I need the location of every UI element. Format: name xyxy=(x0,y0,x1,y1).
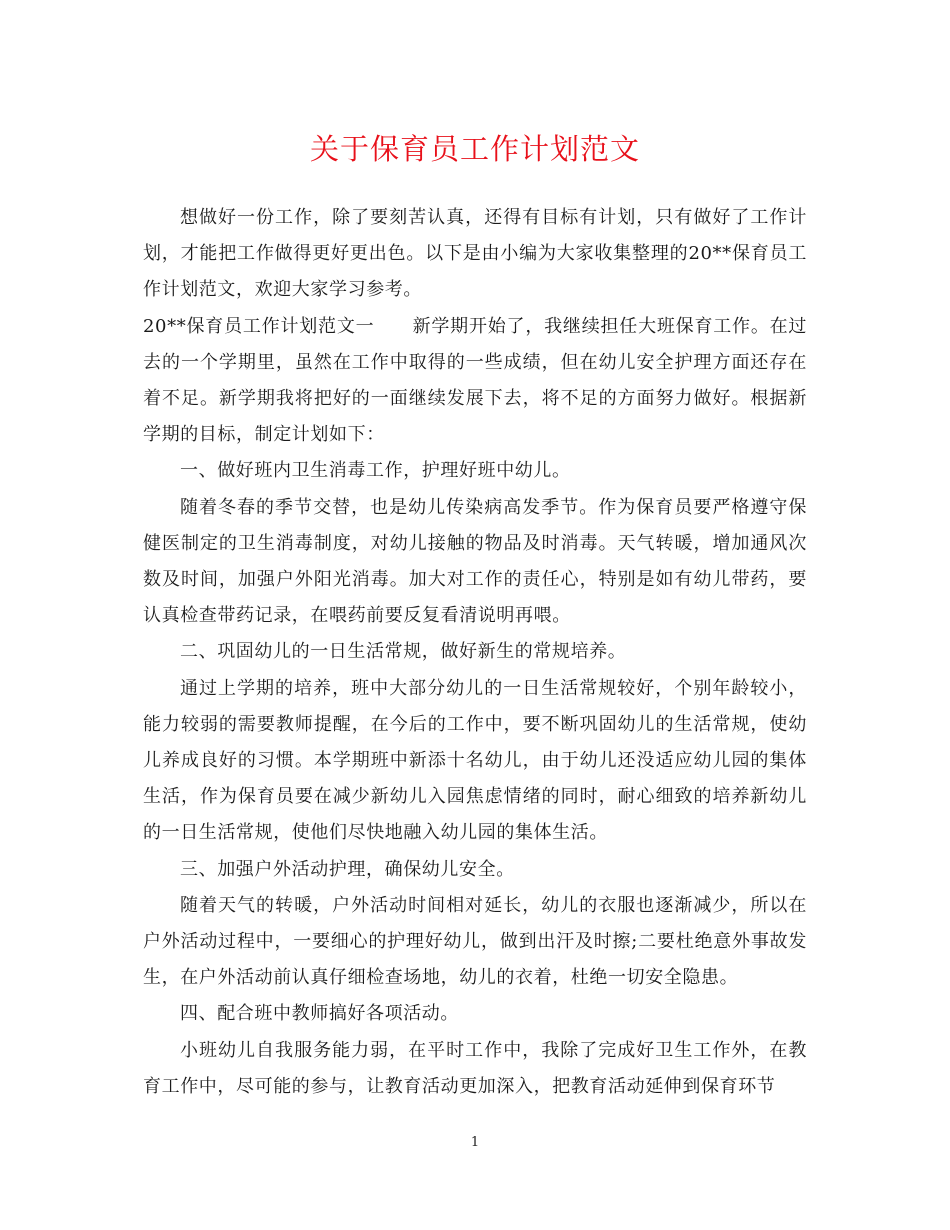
paragraph-two: 通过上学期的培养，班中大部分幼儿的一日生活常规较好，个别年龄较小，能力较弱的需要教师提醒，在今后的工作中，要不断巩固幼儿的生活常规，使幼儿养成良好的习惯。本学期班中新添十名幼儿，由于幼儿还没适应幼儿园的集体生活，作为保育员要在减少新幼儿入园焦虑情绪的同时，耐心细致的培养新幼儿的一日生活常规，使他们尽快地融入幼儿园的集体生活。 xyxy=(143,677,807,844)
paragraph-four: 小班幼儿自我服务能力弱，在平时工作中，我除了完成好卫生工作外，在教育工作中，尽可能的参与，让教育活动更加深入，把教育活动延伸到保育环节 xyxy=(143,1039,807,1097)
section-intro-paragraph xyxy=(143,309,807,454)
heading-four: 四、配合班中教师搞好各项活动。 xyxy=(180,1003,459,1025)
heading-three: 三、加强户外活动护理，确保幼儿安全。 xyxy=(180,858,515,880)
document-body xyxy=(143,200,807,1105)
paragraph-three: 随着天气的转暖，户外活动时间相对延长，幼儿的衣服也逐渐减少，所以在户外活动过程中，一要细心的护理好幼儿，做到出汗及时擦;二要杜绝意外事故发生，在户外活动前认真仔细检查场地，幼儿的衣着，杜绝一切安全隐患。 xyxy=(143,894,807,989)
page-number: 1 xyxy=(470,1135,480,1150)
paragraph-one: 随着冬春的季节交替，也是幼儿传染病高发季节。作为保育员要严格遵守保健医制定的卫生消毒制度，对幼儿接触的物品及时消毒。天气转暖，增加通风次数及时间，加强户外阳光消毒。加大对工作的责任心，特别是如有幼儿带药，要认真检查带药记录，在喂药前要反复看清说明再喂。 xyxy=(143,496,807,627)
section-label: 20**保育员工作计划范文一 xyxy=(143,315,375,337)
heading-one: 一、做好班内卫生消毒工作，护理好班中幼儿。 xyxy=(180,460,571,482)
document-title: 关于保育员工作计划范文 xyxy=(309,132,640,166)
heading-two: 二、巩固幼儿的一日生活常规，做好新生的常规培养。 xyxy=(180,641,627,663)
intro-paragraph: 想做好一份工作，除了要刻苦认真，还得有目标有计划，只有做好了工作计划，才能把工作做得更好更出色。以下是由小编为大家收集整理的20**保育员工作计划范文，欢迎大家学习参考。 xyxy=(143,207,807,301)
section-intro-text: 新学期开始了，我继续担任大班保育工作。在过去的一个学期里，虽然在工作中取得的一些成绩，但在幼儿安全护理方面还存在着不足。新学期我将把好的一面继续发展下去，将不足的方面努力做好。根据新学期的目标，制定计划如下： xyxy=(143,315,807,446)
